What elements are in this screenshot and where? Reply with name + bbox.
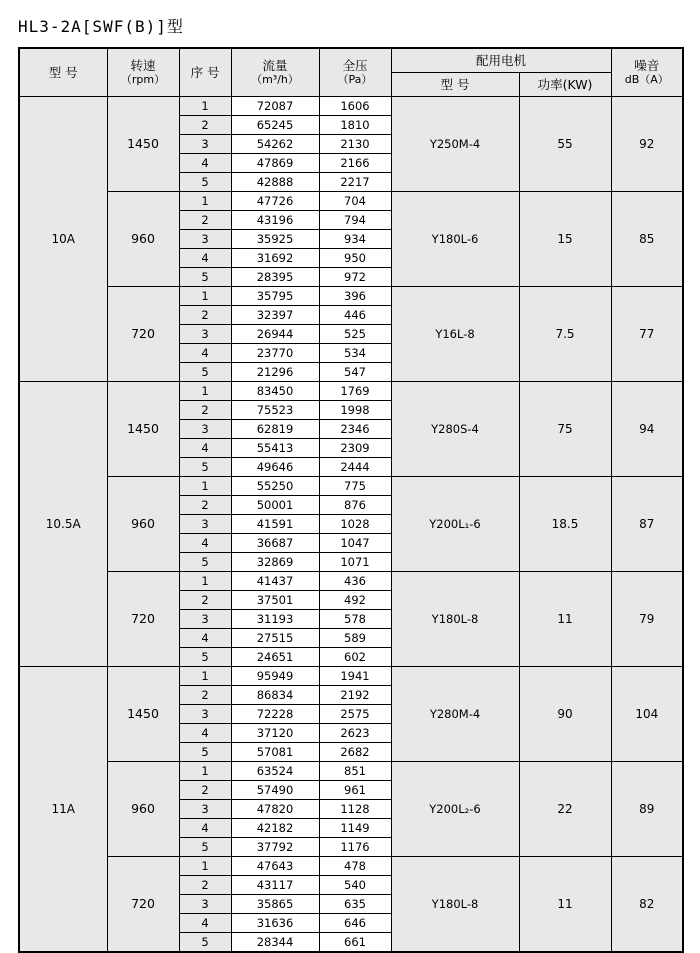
cell-flow: 83450 — [231, 382, 319, 401]
cell-flow: 28395 — [231, 268, 319, 287]
cell-flow: 31193 — [231, 610, 319, 629]
cell-index: 4 — [179, 724, 231, 743]
cell-pressure: 2192 — [319, 686, 391, 705]
cell-pressure: 876 — [319, 496, 391, 515]
cell-pressure: 1606 — [319, 97, 391, 116]
header-motor-group: 配用电机 — [391, 48, 611, 73]
cell-speed: 1450 — [107, 97, 179, 192]
cell-flow: 57081 — [231, 743, 319, 762]
cell-pressure: 436 — [319, 572, 391, 591]
cell-pressure: 492 — [319, 591, 391, 610]
cell-pressure: 794 — [319, 211, 391, 230]
cell-flow: 95949 — [231, 667, 319, 686]
cell-index: 5 — [179, 458, 231, 477]
cell-motor-power: 15 — [519, 192, 611, 287]
cell-flow: 47820 — [231, 800, 319, 819]
cell-flow: 42888 — [231, 173, 319, 192]
cell-pressure: 2575 — [319, 705, 391, 724]
cell-pressure: 2130 — [319, 135, 391, 154]
cell-flow: 55250 — [231, 477, 319, 496]
cell-flow: 21296 — [231, 363, 319, 382]
cell-motor-model: Y180L-8 — [391, 572, 519, 667]
cell-flow: 28344 — [231, 933, 319, 953]
cell-flow: 47726 — [231, 192, 319, 211]
cell-pressure: 851 — [319, 762, 391, 781]
cell-motor-model: Y250M-4 — [391, 97, 519, 192]
cell-pressure: 2682 — [319, 743, 391, 762]
cell-pressure: 547 — [319, 363, 391, 382]
cell-motor-model: Y200L₂-6 — [391, 762, 519, 857]
cell-pressure: 525 — [319, 325, 391, 344]
cell-flow: 42182 — [231, 819, 319, 838]
cell-flow: 26944 — [231, 325, 319, 344]
cell-motor-power: 11 — [519, 857, 611, 953]
cell-motor-model: Y180L-8 — [391, 857, 519, 953]
cell-pressure: 934 — [319, 230, 391, 249]
cell-index: 5 — [179, 268, 231, 287]
cell-motor-power: 18.5 — [519, 477, 611, 572]
cell-flow: 72087 — [231, 97, 319, 116]
header-noise — [611, 48, 683, 97]
cell-index: 3 — [179, 230, 231, 249]
cell-flow: 75523 — [231, 401, 319, 420]
cell-speed: 720 — [107, 857, 179, 953]
cell-pressure: 602 — [319, 648, 391, 667]
cell-flow: 62819 — [231, 420, 319, 439]
cell-index: 5 — [179, 743, 231, 762]
cell-index: 3 — [179, 705, 231, 724]
cell-index: 3 — [179, 135, 231, 154]
cell-pressure: 1047 — [319, 534, 391, 553]
specification-table — [18, 47, 684, 953]
cell-pressure: 478 — [319, 857, 391, 876]
cell-motor-power: 55 — [519, 97, 611, 192]
page-title: HL3-2A[SWF(B)]型 — [18, 17, 184, 36]
cell-noise: 77 — [611, 287, 683, 382]
cell-flow: 63524 — [231, 762, 319, 781]
cell-index: 1 — [179, 97, 231, 116]
cell-pressure: 2217 — [319, 173, 391, 192]
cell-index: 3 — [179, 895, 231, 914]
cell-flow: 43196 — [231, 211, 319, 230]
cell-pressure: 1998 — [319, 401, 391, 420]
cell-index: 2 — [179, 781, 231, 800]
cell-pressure: 1810 — [319, 116, 391, 135]
cell-flow: 43117 — [231, 876, 319, 895]
cell-motor-model: Y280M-4 — [391, 667, 519, 762]
cell-index: 2 — [179, 591, 231, 610]
cell-flow: 54262 — [231, 135, 319, 154]
cell-pressure: 446 — [319, 306, 391, 325]
cell-index: 4 — [179, 629, 231, 648]
cell-noise: 94 — [611, 382, 683, 477]
header-noise-unit: dB（A） — [624, 73, 669, 87]
cell-noise: 92 — [611, 97, 683, 192]
cell-model: 10.5A — [19, 382, 107, 667]
cell-motor-model: Y280S-4 — [391, 382, 519, 477]
table-row — [19, 97, 683, 116]
cell-noise: 82 — [611, 857, 683, 953]
cell-pressure: 1028 — [319, 515, 391, 534]
cell-flow: 47643 — [231, 857, 319, 876]
table-row — [19, 572, 683, 591]
cell-pressure: 704 — [319, 192, 391, 211]
cell-flow: 72228 — [231, 705, 319, 724]
cell-flow: 35865 — [231, 895, 319, 914]
table-row — [19, 857, 683, 876]
cell-flow: 24651 — [231, 648, 319, 667]
cell-pressure: 2623 — [319, 724, 391, 743]
cell-pressure: 635 — [319, 895, 391, 914]
cell-flow: 31692 — [231, 249, 319, 268]
table-body — [19, 97, 683, 953]
cell-flow: 41591 — [231, 515, 319, 534]
cell-pressure: 540 — [319, 876, 391, 895]
cell-index: 3 — [179, 420, 231, 439]
header-speed-unit: （rpm） — [120, 73, 166, 87]
cell-noise: 87 — [611, 477, 683, 572]
header-index: 序 号 — [179, 48, 231, 97]
cell-index: 4 — [179, 154, 231, 173]
cell-index: 2 — [179, 306, 231, 325]
cell-index: 4 — [179, 819, 231, 838]
header-motor-power: 功率(KW) — [519, 73, 611, 97]
cell-noise: 79 — [611, 572, 683, 667]
cell-index: 1 — [179, 857, 231, 876]
cell-index: 2 — [179, 401, 231, 420]
cell-index: 1 — [179, 762, 231, 781]
cell-motor-power: 11 — [519, 572, 611, 667]
table-row — [19, 762, 683, 781]
cell-pressure: 2346 — [319, 420, 391, 439]
cell-motor-power: 7.5 — [519, 287, 611, 382]
cell-pressure: 2309 — [319, 439, 391, 458]
cell-index: 3 — [179, 800, 231, 819]
cell-model: 10A — [19, 97, 107, 382]
cell-speed: 1450 — [107, 667, 179, 762]
cell-flow: 36687 — [231, 534, 319, 553]
cell-pressure: 2444 — [319, 458, 391, 477]
cell-flow: 50001 — [231, 496, 319, 515]
cell-pressure: 1071 — [319, 553, 391, 572]
header-motor-model: 型 号 — [391, 73, 519, 97]
cell-pressure: 1941 — [319, 667, 391, 686]
cell-speed: 1450 — [107, 382, 179, 477]
cell-flow: 35795 — [231, 287, 319, 306]
cell-index: 4 — [179, 914, 231, 933]
header-noise-label: 噪音 — [634, 57, 660, 73]
cell-speed: 960 — [107, 762, 179, 857]
cell-motor-model: Y200L₁-6 — [391, 477, 519, 572]
header-speed — [107, 48, 179, 97]
cell-index: 1 — [179, 477, 231, 496]
cell-pressure: 1769 — [319, 382, 391, 401]
cell-pressure: 961 — [319, 781, 391, 800]
cell-speed: 960 — [107, 477, 179, 572]
cell-speed: 960 — [107, 192, 179, 287]
cell-index: 2 — [179, 496, 231, 515]
header-model: 型 号 — [19, 48, 107, 97]
cell-flow: 35925 — [231, 230, 319, 249]
cell-index: 2 — [179, 686, 231, 705]
cell-pressure: 589 — [319, 629, 391, 648]
cell-index: 1 — [179, 382, 231, 401]
cell-flow: 31636 — [231, 914, 319, 933]
cell-motor-power: 75 — [519, 382, 611, 477]
table-row — [19, 382, 683, 401]
cell-index: 2 — [179, 876, 231, 895]
cell-flow: 27515 — [231, 629, 319, 648]
cell-pressure: 1149 — [319, 819, 391, 838]
cell-pressure: 775 — [319, 477, 391, 496]
cell-speed: 720 — [107, 572, 179, 667]
cell-pressure: 534 — [319, 344, 391, 363]
cell-index: 1 — [179, 667, 231, 686]
cell-index: 1 — [179, 287, 231, 306]
cell-motor-model: Y16L-8 — [391, 287, 519, 382]
cell-pressure: 972 — [319, 268, 391, 287]
cell-index: 2 — [179, 211, 231, 230]
cell-motor-power: 90 — [519, 667, 611, 762]
cell-flow: 41437 — [231, 572, 319, 591]
cell-model: 11A — [19, 667, 107, 953]
cell-index: 3 — [179, 325, 231, 344]
cell-flow: 23770 — [231, 344, 319, 363]
header-flow — [231, 48, 319, 97]
cell-index: 5 — [179, 933, 231, 953]
cell-noise: 89 — [611, 762, 683, 857]
header-pressure — [319, 48, 391, 97]
cell-flow: 37120 — [231, 724, 319, 743]
cell-index: 3 — [179, 515, 231, 534]
header-flow-label: 流量 — [262, 57, 288, 73]
cell-flow: 37501 — [231, 591, 319, 610]
cell-flow: 55413 — [231, 439, 319, 458]
cell-index: 1 — [179, 192, 231, 211]
table-header — [19, 48, 683, 97]
cell-flow: 49646 — [231, 458, 319, 477]
cell-index: 5 — [179, 363, 231, 382]
cell-pressure: 1176 — [319, 838, 391, 857]
cell-pressure: 578 — [319, 610, 391, 629]
cell-pressure: 646 — [319, 914, 391, 933]
table-row — [19, 192, 683, 211]
cell-motor-model: Y180L-6 — [391, 192, 519, 287]
cell-flow: 57490 — [231, 781, 319, 800]
header-pressure-unit: （Pa） — [337, 73, 373, 87]
cell-flow: 32869 — [231, 553, 319, 572]
table-row — [19, 667, 683, 686]
cell-index: 4 — [179, 534, 231, 553]
cell-pressure: 661 — [319, 933, 391, 953]
cell-pressure: 2166 — [319, 154, 391, 173]
cell-index: 2 — [179, 116, 231, 135]
cell-motor-power: 22 — [519, 762, 611, 857]
cell-index: 5 — [179, 648, 231, 667]
cell-noise: 85 — [611, 192, 683, 287]
cell-index: 3 — [179, 610, 231, 629]
cell-index: 5 — [179, 173, 231, 192]
cell-speed: 720 — [107, 287, 179, 382]
cell-pressure: 396 — [319, 287, 391, 306]
cell-flow: 65245 — [231, 116, 319, 135]
cell-flow: 37792 — [231, 838, 319, 857]
cell-index: 5 — [179, 553, 231, 572]
header-pressure-label: 全压 — [342, 57, 368, 73]
header-flow-unit: （m³/h） — [251, 73, 299, 87]
cell-pressure: 950 — [319, 249, 391, 268]
cell-index: 4 — [179, 344, 231, 363]
cell-pressure: 1128 — [319, 800, 391, 819]
header-speed-label: 转速 — [130, 57, 156, 73]
table-row — [19, 477, 683, 496]
cell-index: 4 — [179, 439, 231, 458]
cell-index: 5 — [179, 838, 231, 857]
cell-flow: 32397 — [231, 306, 319, 325]
cell-flow: 86834 — [231, 686, 319, 705]
table-row — [19, 287, 683, 306]
cell-index: 1 — [179, 572, 231, 591]
cell-noise: 104 — [611, 667, 683, 762]
cell-index: 4 — [179, 249, 231, 268]
cell-flow: 47869 — [231, 154, 319, 173]
